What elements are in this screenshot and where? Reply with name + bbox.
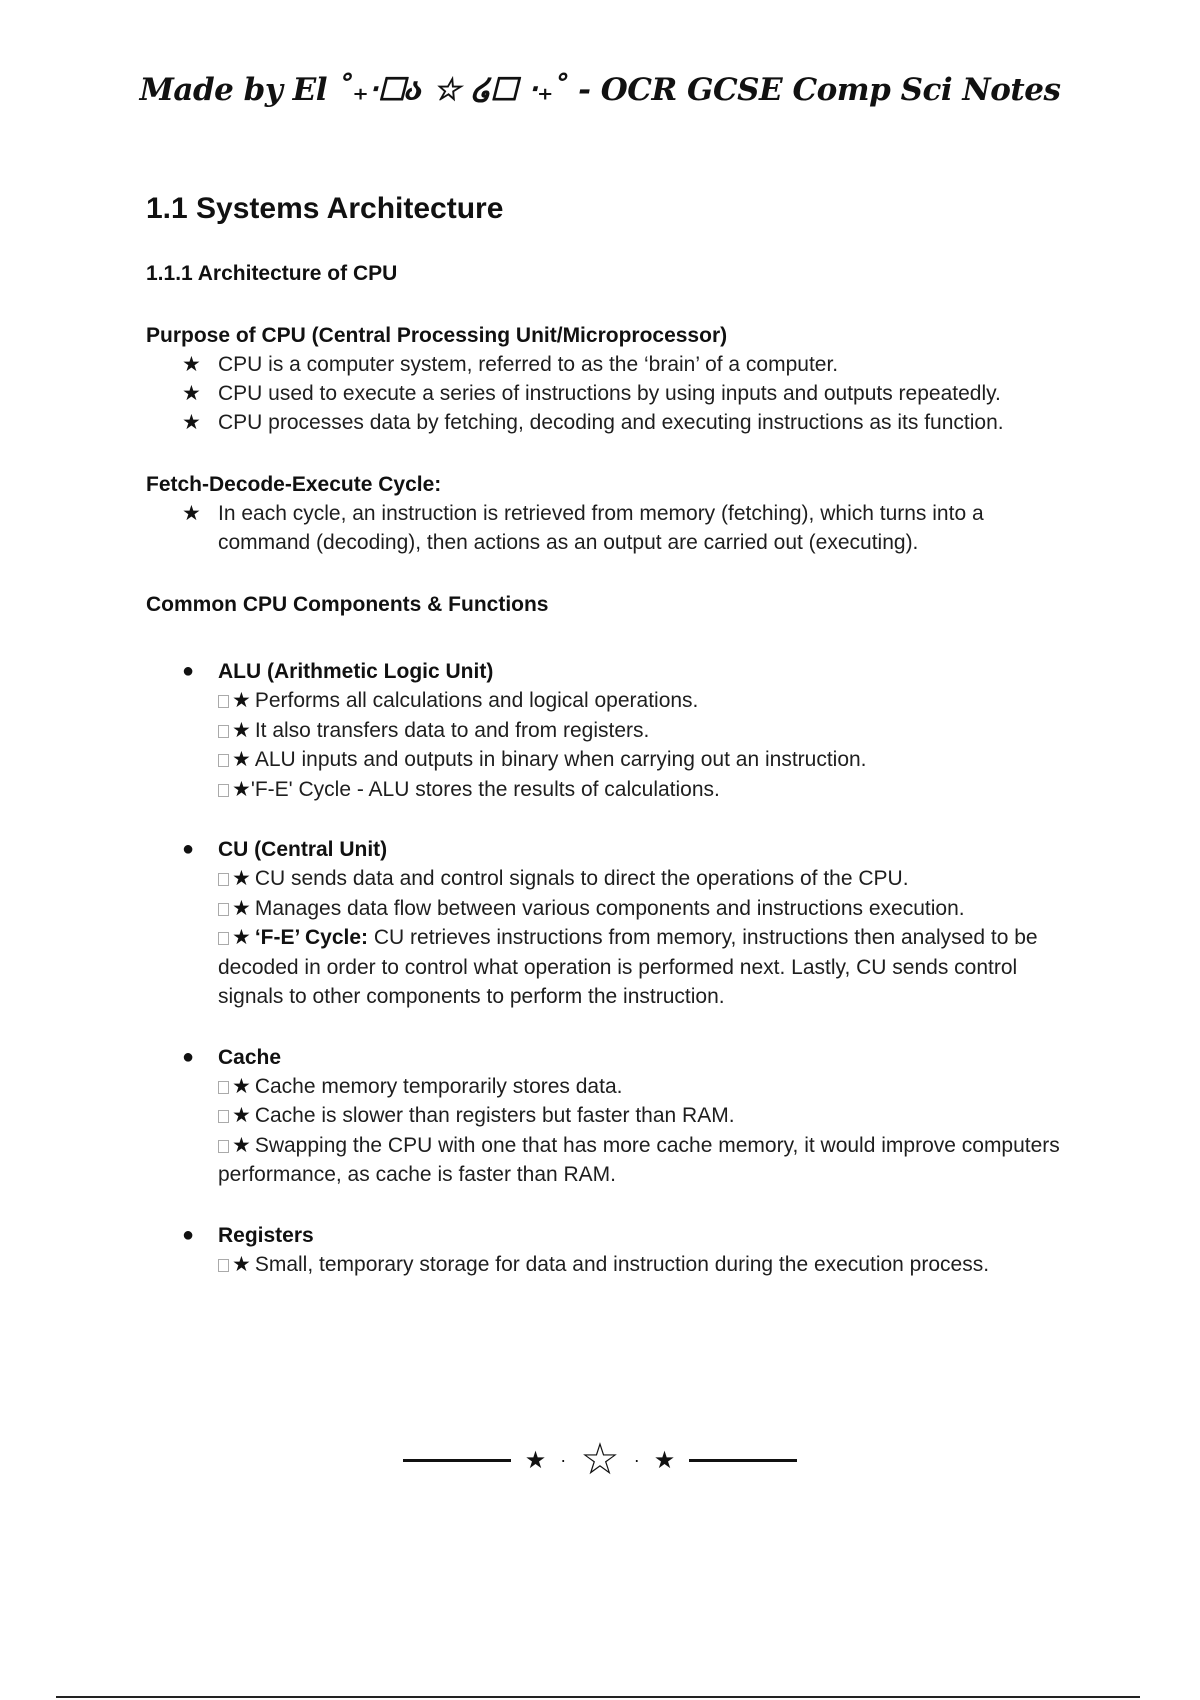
section-title-text: Registers bbox=[218, 1223, 314, 1247]
star-icon: ★ bbox=[232, 926, 251, 949]
list-item-text: Performs all calculations and logical operations. bbox=[254, 689, 699, 712]
section-title-text: CU (Central Unit) bbox=[218, 838, 388, 861]
subheading: 1.1.1 Architecture of CPU bbox=[146, 262, 398, 285]
section-title bbox=[182, 1221, 1076, 1250]
section-title bbox=[182, 835, 1076, 864]
list-item-text: Manages data flow between various components and instructions execution. bbox=[254, 896, 965, 920]
list-item-text: In each cycle, an instruction is retrieved from memory (fetching), which turns into a command (decoding), then actions as an output are carried out (executing). bbox=[218, 502, 984, 554]
components-heading: Common CPU Components & Functions bbox=[146, 593, 549, 616]
list-item-text: CPU processes data by fetching, decoding and executing instructions as its function. bbox=[218, 411, 1004, 434]
section-title bbox=[182, 657, 1076, 686]
star-icon: ★ bbox=[232, 718, 251, 742]
list-item-text: ALU inputs and outputs in binary when carrying out an instruction. bbox=[254, 748, 867, 771]
section-cache bbox=[182, 1043, 1076, 1190]
missing-glyph-icon bbox=[218, 1259, 229, 1272]
list-item bbox=[182, 686, 1076, 716]
list-item bbox=[182, 379, 1076, 408]
fde-heading: Fetch-Decode-Execute Cycle: bbox=[146, 473, 442, 496]
star-icon: ★ bbox=[232, 1074, 251, 1098]
star-icon: ★ bbox=[232, 777, 251, 801]
list-item bbox=[182, 350, 1076, 379]
list-item bbox=[182, 499, 1076, 557]
purpose-heading: Purpose of CPU (Central Processing Unit/Microprocessor) bbox=[146, 324, 728, 347]
divider-line bbox=[403, 1459, 511, 1462]
list-item-text: CPU is a computer system, referred to as the ‘brain’ of a computer. bbox=[218, 353, 839, 376]
star-icon: ★ bbox=[232, 689, 251, 712]
list-item bbox=[182, 745, 1076, 775]
list-item-text: Swapping the CPU with one that has more cache memory, it would improve computers performance, as cache is faster than RAM. bbox=[218, 1133, 1060, 1186]
star-icon: ★ bbox=[232, 896, 251, 920]
dot-icon: · bbox=[560, 1449, 567, 1470]
list-item-text: Small, temporary storage for data and instruction during the execution process. bbox=[254, 1252, 990, 1276]
list-item-text: Cache is slower than registers but faster than RAM. bbox=[254, 1104, 735, 1127]
star-icon: ★ bbox=[232, 1104, 251, 1127]
star-icon: ★ bbox=[232, 1252, 251, 1276]
list-item bbox=[182, 408, 1076, 437]
list-item-text: CU sends data and control signals to direct the operations of the CPU. bbox=[254, 867, 909, 890]
list-item bbox=[182, 894, 1076, 924]
document-content bbox=[146, 192, 1076, 1310]
star-icon: ★ bbox=[653, 1446, 676, 1474]
section-title bbox=[182, 1043, 1076, 1072]
dot-icon: · bbox=[633, 1449, 640, 1470]
missing-glyph-icon bbox=[218, 784, 229, 797]
list-item bbox=[182, 1072, 1076, 1102]
missing-glyph-icon bbox=[218, 932, 229, 945]
bullet-dot-icon: ● bbox=[182, 660, 195, 682]
bullet-dot-icon: ● bbox=[182, 1045, 195, 1068]
star-icon: ★ bbox=[524, 1446, 547, 1474]
components-sections bbox=[182, 657, 1076, 1279]
page-title: 1.1 Systems Architecture bbox=[146, 192, 504, 225]
star-icon: ★ bbox=[232, 1133, 251, 1157]
missing-glyph-icon bbox=[218, 903, 229, 916]
missing-glyph-icon bbox=[218, 873, 229, 886]
list-item bbox=[182, 1250, 1076, 1280]
list-item-lead: ‘F-E’ Cycle: bbox=[254, 926, 369, 949]
bullet-dot-icon: ● bbox=[182, 838, 195, 860]
missing-glyph-icon bbox=[218, 1140, 229, 1153]
list-item bbox=[182, 716, 1076, 746]
list-item bbox=[182, 864, 1076, 894]
list-item-text: It also transfers data to and from registers. bbox=[254, 718, 650, 742]
section-title-text: ALU (Arithmetic Logic Unit) bbox=[218, 660, 494, 683]
fde-list bbox=[182, 499, 1076, 557]
page-bottom-rule bbox=[56, 1696, 1140, 1698]
section-registers bbox=[182, 1221, 1076, 1280]
star-icon: ★ bbox=[182, 353, 201, 376]
list-item-text: Cache memory temporarily stores data. bbox=[254, 1074, 623, 1098]
divider-line bbox=[689, 1459, 797, 1462]
list-item bbox=[182, 1101, 1076, 1131]
section-alu bbox=[182, 657, 1076, 804]
missing-glyph-icon bbox=[218, 1110, 229, 1123]
page-header-title: Made by El ˚₊‧☐ა ☆ ໒☐ ‧₊˚ - OCR GCSE Comp Sci Notes bbox=[139, 72, 1061, 108]
decorative-divider bbox=[0, 1435, 1200, 1484]
list-item bbox=[182, 923, 1076, 1012]
missing-glyph-icon bbox=[218, 1081, 229, 1094]
bullet-dot-icon: ● bbox=[182, 1223, 195, 1246]
outline-star-icon: ☆ bbox=[580, 1435, 620, 1484]
star-icon: ★ bbox=[232, 867, 251, 890]
list-item bbox=[182, 775, 1076, 805]
list-item-text: CPU used to execute a series of instructions by using inputs and outputs repeatedly. bbox=[218, 382, 1001, 405]
section-cu bbox=[182, 835, 1076, 1012]
purpose-list bbox=[182, 350, 1076, 437]
star-icon: ★ bbox=[182, 502, 201, 525]
star-icon: ★ bbox=[182, 382, 201, 405]
missing-glyph-icon bbox=[218, 695, 229, 708]
missing-glyph-icon bbox=[218, 725, 229, 738]
section-title-text: Cache bbox=[218, 1045, 282, 1069]
list-item bbox=[182, 1131, 1076, 1190]
list-item-text: CU retrieves instructions from memory, instructions then analysed to be decoded in order to control what operation is performed next. Lastly, CU sends control signals to other components to perform the instruction. bbox=[218, 926, 1038, 1008]
star-icon: ★ bbox=[182, 411, 201, 434]
list-item-text: 'F-E' Cycle - ALU stores the results of calculations. bbox=[250, 777, 720, 801]
star-icon: ★ bbox=[232, 748, 251, 771]
missing-glyph-icon bbox=[218, 754, 229, 767]
